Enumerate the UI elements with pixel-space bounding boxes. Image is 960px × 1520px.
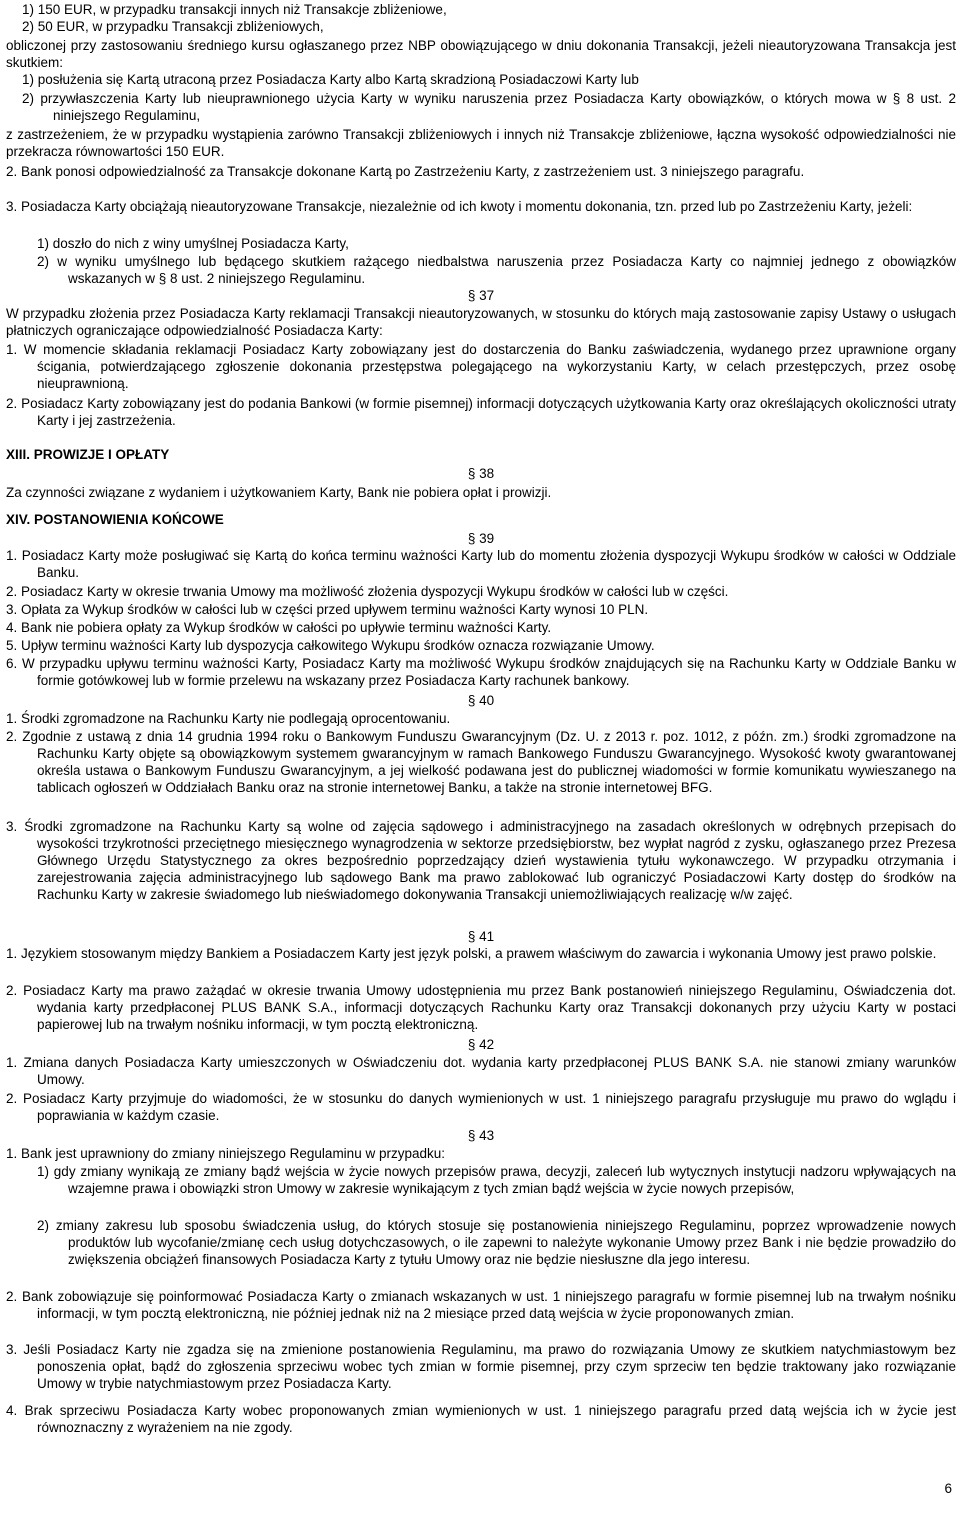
chapter-heading: XIV. POSTANOWIENIA KOŃCOWE — [6, 512, 224, 527]
list-item: 2) zmiany zakresu lub sposobu świadczenia usług, do których stosuje się postanowienia niniejszego Regulaminu, poprzez wprowadzenie nowych produktów lub wycofanie/zmianę cech usług dotychczasowych, o ile zapewni to należyte wykonanie Umowy przez Bank i nie będzie prowadziło do zwiększenia obciążeń finansowych Posiadacza Karty z tytułu Umowy oraz nie będzie niesłuszne dla jego interesu. — [37, 1218, 956, 1267]
list-item: 2. Posiadacz Karty ma prawo zażądać w okresie trwania Umowy udostępnienia mu przez Bank postanowień niniejszego Regulaminu, Oświadczenia dot. wydania karty przedpłaconej PLUS BANK S.A., informacji dotyczących Rachunku Karty oraz Transakcji dokonanych przy użyciu Karty w postaci papierowej lub na trwałym nośniku informacji, w tym pocztą elektroniczną. — [6, 983, 956, 1032]
list-item: 2. Bank zobowiązuje się poinformować Posiadacza Karty o zmianach wskazanych w ust. 1 niniejszego paragrafu w formie pisemnej lub na trwałym nośniku informacji, w tym pocztą elektroniczną, nie później jednak niż na 2 miesiące przed datą wejścia w życie proponowanych zmian. — [6, 1289, 956, 1321]
list-item: 2) w wyniku umyślnego lub będącego skutkiem rażącego niedbalstwa naruszenia przez Posiadacza Karty co najmniej jednego z obowiązków wskazanych w § 8 ust. 2 niniejszego Regulaminu. — [37, 254, 956, 286]
section-heading: § 41 — [467, 929, 495, 944]
list-item: 2. Bank ponosi odpowiedzialność za Transakcje dokonane Kartą po Zastrzeżeniu Karty, z zastrzeżeniem ust. 3 niniejszego paragrafu. — [6, 164, 805, 179]
list-item: 2) przywłaszczenia Karty lub nieuprawnionego użycia Karty w wyniku naruszenia przez Posiadacza Karty obowiązków, o których mowa w § 8 ust. 2 niniejszego Regulaminu, — [22, 91, 956, 123]
page-number: 6 — [944, 1481, 952, 1496]
section-heading: § 39 — [467, 531, 495, 546]
chapter-heading: XIII. PROWIZJE I OPŁATY — [6, 447, 170, 462]
list-item: 1) posłużenia się Kartą utraconą przez Posiadacza Karty albo Kartą skradzioną Posiadaczowi Karty lub — [22, 72, 639, 87]
list-item: 3. Posiadacza Karty obciążają nieautoryzowane Transakcje, niezależnie od ich kwoty i momentu dokonania, tzn. przed lub po Zastrzeżeniu Karty, jeżeli: — [6, 199, 913, 214]
paragraph: obliczonej przy zastosowaniu średniego kursu ogłaszanego przez NBP obowiązującego w dniu dokonania Transakcji, jeżeli nieautoryzowana Transakcja jest skutkiem: — [6, 38, 956, 70]
list-item: 2. Posiadacz Karty przyjmuje do wiadomości, że w stosunku do danych wymienionych w ust. 1 niniejszego paragrafu przysługuje mu prawo do wglądu i poprawiania w każdym czasie. — [6, 1091, 956, 1123]
list-item: 1) 150 EUR, w przypadku transakcji innych niż Transakcje zbliżeniowe, — [22, 2, 447, 17]
list-item: 1. Bank jest uprawniony do zmiany niniejszego Regulaminu w przypadku: — [6, 1146, 445, 1161]
list-item: 1. W momencie składania reklamacji Posiadacz Karty zobowiązany jest do dostarczenia do Banku zaświadczenia, wydanego przez uprawnione organy ścigania, potwierdzającego zgłoszenie dokonania przestępstwa polegającego na wykorzystaniu Karty, w celach przestępczych, przez osobę nieuprawnioną. — [6, 342, 956, 391]
paragraph: z zastrzeżeniem, że w przypadku wystąpienia zarówno Transakcji zbliżeniowych i innych niż Transakcje zbliżeniowe, łączna wysokość odpowiedzialności nie przekracza równowartości 150 EUR. — [6, 127, 956, 159]
list-item: 2. Zgodnie z ustawą z dnia 14 grudnia 1994 roku o Bankowym Funduszu Gwarancyjnym (Dz. U. z 2013 r. poz. 1012, z późn. zm.) środki zgromadzone na Rachunku Karty objęte są obowiązkowym systemem gwarancyjnym w ramach Bankowego Funduszu Gwarancyjnego. Wysokość kwoty gwarantowanej określa ustawa o Bankowym Funduszu Gwarancyjnym, a jej wielkość podawana jest do publicznej wiadomości w formie komunikatu wywieszanego na tablicach ogłoszeń w Oddziałach Banku oraz na stronie internetowej Banku, a także na stronie internetowej BFG. — [6, 729, 956, 795]
paragraph: W przypadku złożenia przez Posiadacza Karty reklamacji Transakcji nieautoryzowanych, w stosunku do których mają zastosowanie zapisy Ustawy o usługach płatniczych ograniczające odpowiedzialność Posiadacza Karty: — [6, 306, 956, 338]
list-item: 2) 50 EUR, w przypadku Transakcji zbliżeniowych, — [22, 19, 324, 34]
list-item: 1. Środki zgromadzone na Rachunku Karty nie podlegają oprocentowaniu. — [6, 711, 451, 726]
list-item: 1. Zmiana danych Posiadacza Karty umieszczonych w Oświadczeniu dot. wydania karty przedpłaconej PLUS BANK S.A. nie stanowi zmiany warunków Umowy. — [6, 1055, 956, 1087]
list-item: 1) gdy zmiany wynikają ze zmiany bądź wejścia w życie nowych przepisów prawa, decyzji, zaleceń lub wytycznych instytucji nadzoru wpływających na wzajemne prawa i obowiązki stron Umowy w zakresie wynikającym z tych zmian bądź wejścia w życie nowych przepisów, — [37, 1164, 956, 1196]
list-item: 4. Bank nie pobiera opłaty za Wykup środków w całości po upływie terminu ważności Karty. — [6, 620, 552, 635]
list-item: 1. Posiadacz Karty może posługiwać się Kartą do końca terminu ważności Karty lub do momentu złożenia dyspozycji Wykupu środków w całości w Oddziale Banku. — [6, 548, 956, 580]
list-item: 3. Środki zgromadzone na Rachunku Karty są wolne od zajęcia sądowego i administracyjnego na zasadach określonych w odrębnych przepisach do wysokości trzykrotności przeciętnego miesięcznego wynagrodzenia w sektorze przedsiębiorstw, bez wypłat nagród z zysku, ogłaszanego przez Prezesa Głównego Urzędu Statystycznego za okres bezpośrednio poprzedzający dzień wystawienia tytułu wykonawczego. W przypadku otrzymania i zarejestrowania zajęcia administracyjnego lub sądowego Bank ma prawo zablokować lub ograniczyć Posiadaczowi Karty dostęp do środków na Rachunku Karty w zakresie świadomego lub nieświadomego dokonywania Transakcji uniemożliwiających realizację w/w zajęć. — [6, 819, 956, 902]
section-heading: § 37 — [467, 288, 495, 303]
list-item: 3. Opłata za Wykup środków w całości lub w części przed upływem terminu ważności Karty wynosi 10 PLN. — [6, 602, 649, 617]
list-item: 3. Jeśli Posiadacz Karty nie zgadza się na zmienione postanowienia Regulaminu, ma prawo do rozwiązania Umowy ze skutkiem natychmiastowym bez ponoszenia opłat, bądź do zgłoszenia sprzeciwu wobec tych zmian w formie pisemnej, przy czym sprzeciw ten będzie traktowany jako rozwiązanie Umowy w trybie natychmiastowym przez Posiadacza Karty. — [6, 1342, 956, 1391]
list-item: 1. Językiem stosowanym między Bankiem a Posiadaczem Karty jest język polski, a prawem właściwym do zawarcia i wykonania Umowy jest prawo polskie. — [6, 946, 937, 961]
section-heading: § 38 — [467, 466, 495, 481]
paragraph: Za czynności związane z wydaniem i użytkowaniem Karty, Bank nie pobiera opłat i prowizji. — [6, 485, 552, 500]
list-item: 2. Posiadacz Karty zobowiązany jest do podania Bankowi (w formie pisemnej) informacji dotyczących użytkowania Karty oraz określających okoliczności utraty Karty i jej zastrzeżenia. — [6, 396, 956, 428]
list-item: 5. Upływ terminu ważności Karty lub dyspozycja całkowitego Wykupu środków oznacza rozwiązanie Umowy. — [6, 638, 655, 653]
section-heading: § 42 — [467, 1037, 495, 1052]
section-heading: § 43 — [467, 1128, 495, 1143]
section-heading: § 40 — [467, 693, 495, 708]
list-item: 2. Posiadacz Karty w okresie trwania Umowy ma możliwość złożenia dyspozycji Wykupu środków w całości lub w części. — [6, 584, 729, 599]
list-item: 6. W przypadku upływu terminu ważności Karty, Posiadacz Karty ma możliwość Wykupu środków znajdujących się na Rachunku Karty w Oddziale Banku w formie gotówkowej lub w formie przelewu na wskazany przez Posiadacza Karty rachunek bankowy. — [6, 656, 956, 688]
list-item: 4. Brak sprzeciwu Posiadacza Karty wobec proponowanych zmian wymienionych w ust. 1 niniejszego paragrafu przed datą wejścia ich w życie jest równoznaczny z wyrażeniem na nie zgody. — [6, 1403, 956, 1435]
list-item: 1) doszło do nich z winy umyślnej Posiadacza Karty, — [37, 236, 349, 251]
